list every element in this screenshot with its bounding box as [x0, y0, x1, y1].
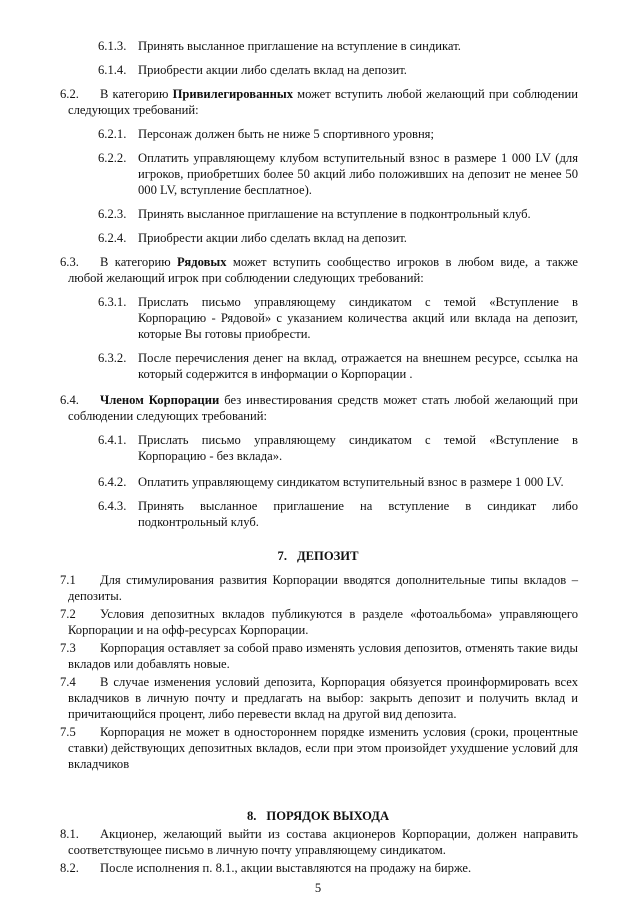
clause-number: 6.3.	[60, 255, 79, 269]
clause-number: 6.1.3.	[98, 39, 127, 53]
clause-6-3-1	[98, 294, 578, 342]
clause-text: После перечисления денег на вклад, отражается на внешнем ресурсе, ссылка на который содержится в информации о Корпорации .	[138, 351, 578, 381]
section-heading-deposit	[0, 548, 636, 564]
clause-7-3	[60, 640, 578, 672]
section-number: 8.	[246, 809, 257, 823]
clause-number: 6.2.2.	[98, 151, 127, 165]
clause-text: Корпорация не может в одностороннем порядке изменить условия (сроки, процентные ставки) действующих депозитных вкладов, если при этом произойдет ухудшение условий для вкладчиков	[68, 725, 578, 771]
clause-6-1-4	[98, 62, 578, 78]
clause-number: 6.4.2.	[98, 475, 127, 489]
clause-number: 6.2.	[60, 87, 79, 101]
clause-text: Оплатить управляющему клубом вступительный взнос в размере 1 000 LV (для игроков, приобретших более 50 акций либо положивших на депозит не менее 50 000 LV, вступление бесплатное).	[138, 151, 578, 197]
clause-number: 8.1.	[60, 827, 79, 841]
section-title: ПОРЯДОК ВЫХОДА	[266, 809, 390, 823]
clause-text	[68, 392, 578, 424]
clause-number: 6.2.3.	[98, 207, 127, 221]
clause-6-4	[60, 392, 578, 424]
clause-number: 6.3.2.	[98, 351, 127, 365]
clause-text: После исполнения п. 8.1., акции выставляются на продажу на бирже.	[100, 861, 472, 875]
section-number: 7.	[277, 549, 287, 563]
clause-6-1-3	[98, 38, 578, 54]
clause-number: 6.4.1.	[98, 433, 127, 447]
clause-6-4-2	[98, 474, 578, 490]
section-heading-exit	[0, 808, 636, 824]
category-name-privileged: Привилегированных	[172, 87, 294, 101]
clause-text-post: может вступить сообщество игроков в любом виде, а также любой желающий игрок при соблюдении следующих требований:	[68, 255, 579, 285]
clause-text: Прислать письмо управляющему синдикатом с темой «Вступление в Корпорацию - Рядовой» с указанием количества акций или вклада на депозит, которые Вы готовы приобрести.	[138, 295, 578, 341]
clause-text-post: без инвестирования средств может стать любой желающий при соблюдении следующих требований:	[68, 393, 578, 423]
clause-6-2-4	[98, 230, 578, 246]
clause-6-4-3	[98, 498, 578, 530]
clause-6-2-3	[98, 206, 578, 222]
clause-text: Приобрести акции либо сделать вклад на депозит.	[138, 63, 407, 77]
clause-6-2-1	[98, 126, 578, 142]
clause-text-pre: В категорию	[100, 87, 173, 101]
clause-text	[68, 254, 578, 286]
section-title: ДЕПОЗИТ	[296, 549, 359, 563]
clause-6-4-1	[98, 432, 578, 464]
clause-text: Акционер, желающий выйти из состава акционеров Корпорации, должен направить соответствующее письмо в личную почту управляющему синдикатом.	[68, 827, 578, 857]
clause-8-1	[60, 826, 578, 858]
clause-7-4	[60, 674, 578, 722]
clause-number: 7.1	[60, 573, 76, 587]
clause-text: Условия депозитных вкладов публикуются в разделе «фотоальбома» управляющего Корпорации и на офф-ресурсах Корпорации.	[68, 607, 578, 637]
clause-8-2	[60, 860, 578, 876]
clause-text	[68, 86, 578, 118]
clause-text: Оплатить управляющему синдикатом вступительный взнос в размере 1 000 LV.	[138, 475, 564, 489]
clause-text: В случае изменения условий депозита, Корпорация обязуется проинформировать всех вкладчиков в личную почту и предлагать на выбор: закрыть депозит и получить вклад и причитающийся процент, либо перевести вклад на другой вид депозита.	[68, 675, 578, 721]
clause-6-3-2	[98, 350, 578, 382]
clause-text: Приобрести акции либо сделать вклад на депозит.	[138, 231, 407, 245]
clause-6-3	[60, 254, 579, 286]
clause-number: 6.4.3.	[98, 499, 127, 513]
category-name-member: Членом Корпорации	[100, 393, 220, 407]
clause-number: 6.2.1.	[98, 127, 127, 141]
clause-number: 6.3.1.	[98, 295, 127, 309]
clause-text-post: может вступить любой желающий при соблюдении следующих требований:	[68, 87, 579, 117]
clause-number: 8.2.	[60, 861, 79, 875]
clause-number: 6.2.4.	[98, 231, 127, 245]
page-number: 5	[314, 881, 322, 895]
clause-number: 7.4	[60, 675, 76, 689]
clause-text: Для стимулирования развития Корпорации вводятся дополнительные типы вкладов – депозиты.	[68, 573, 578, 603]
clause-text: Персонаж должен быть не ниже 5 спортивного уровня;	[138, 127, 434, 141]
clause-6-2-2	[98, 150, 578, 198]
clause-number: 6.4.	[60, 393, 79, 407]
clause-text: Корпорация оставляет за собой право изменять условия депозитов, отменять такие виды вкладов или добавлять новые.	[68, 641, 578, 671]
clause-text: Принять высланное приглашение на вступление в синдикат либо подконтрольный клуб.	[138, 499, 578, 529]
clause-7-2	[60, 606, 578, 638]
clause-7-1	[60, 572, 578, 604]
clause-number: 7.2	[60, 607, 76, 621]
clause-text: Прислать письмо управляющему синдикатом с темой «Вступление в Корпорацию - без вклада».	[138, 433, 578, 463]
clause-number: 7.5	[60, 725, 76, 739]
clause-text-pre: В категорию	[100, 255, 178, 269]
category-name-ordinary: Рядовых	[177, 255, 227, 269]
clause-text: Принять высланное приглашение на вступление в подконтрольный клуб.	[138, 207, 531, 221]
clause-number: 7.3	[60, 641, 76, 655]
clause-number: 6.1.4.	[98, 63, 127, 77]
clause-6-2	[60, 86, 579, 118]
clause-7-5	[60, 724, 578, 772]
clause-text: Принять высланное приглашение на вступление в синдикат.	[138, 39, 461, 53]
